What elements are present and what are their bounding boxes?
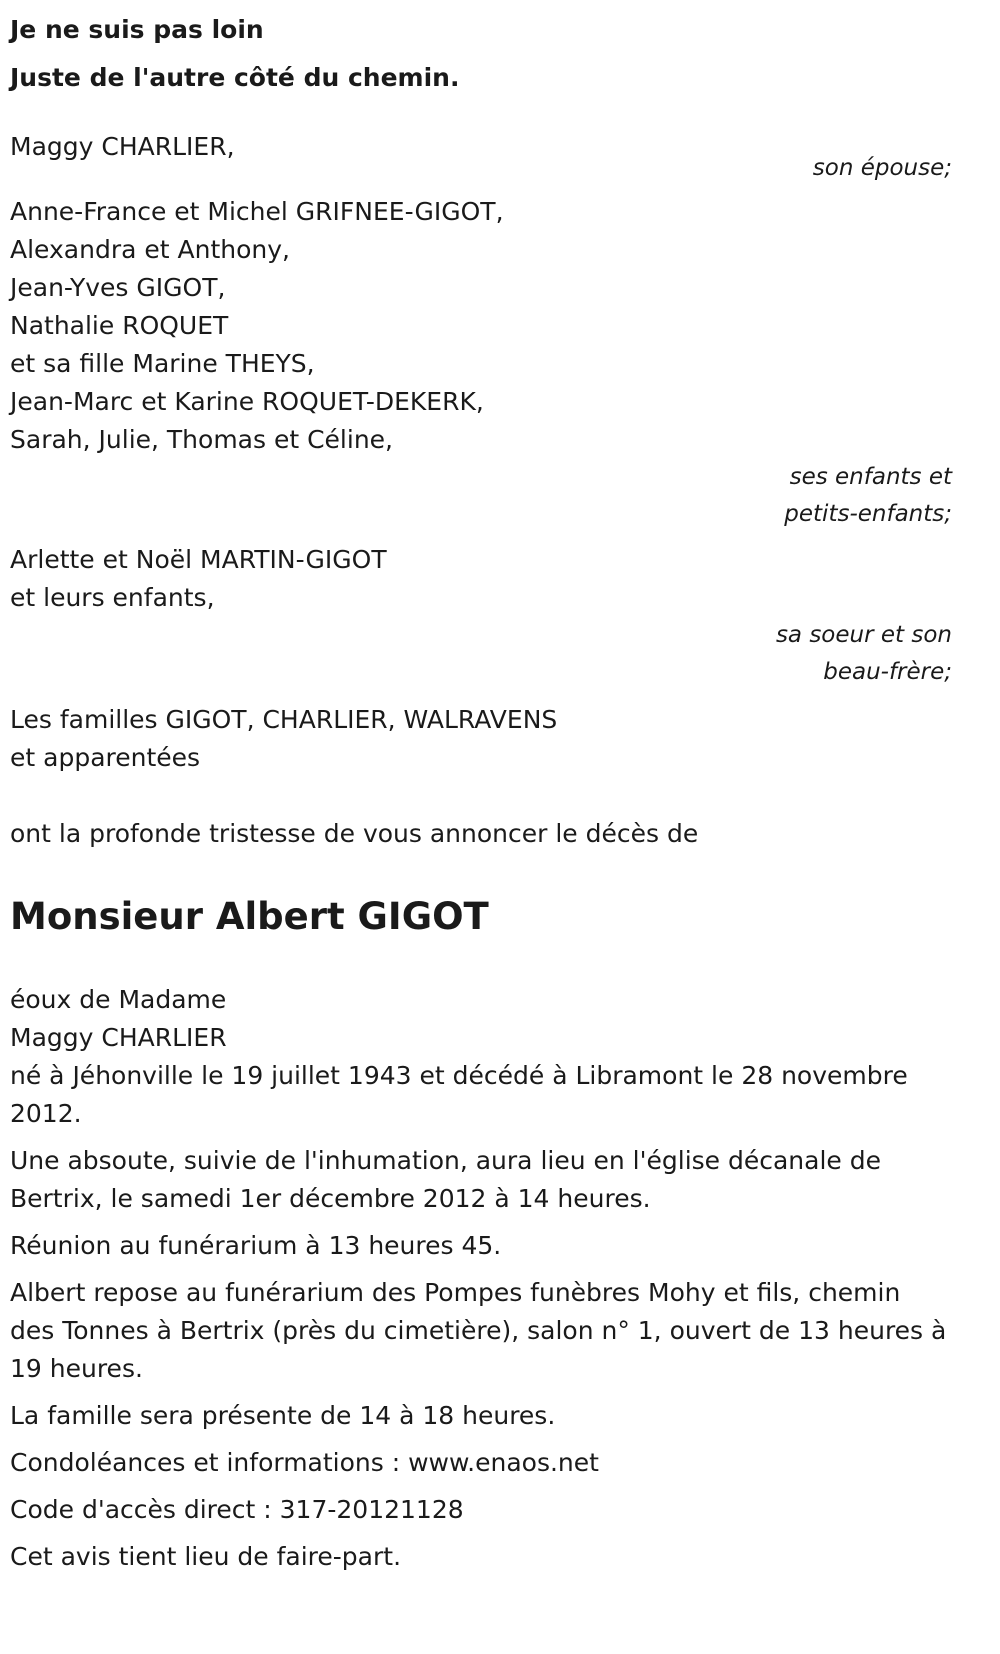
funeral-info [10,1057,952,1576]
family-role: ses enfants et [789,464,952,490]
spouse-of-line: Maggy CHARLIER [10,1023,227,1052]
family-presence-text: La famille sera présente de 14 à 18 heures. [10,1401,556,1430]
funeral-home-text: Albert repose au funérarium des Pompes funèbres Mohy et fils, chemin des Tonnes à Bertrix (près du cimetière), salon n° 1, ouvert de 13 heures à 19 heures. [10,1278,947,1383]
poem [10,0,952,102]
family-role: beau-frère; [823,659,952,685]
family-name-line: et leurs enfants, [10,583,215,612]
family-block-sister [10,541,952,691]
family-role: petits-enfants; [784,501,952,527]
family-names [10,193,952,459]
family-name-line: et sa fille Marine THEYS, [10,349,315,378]
family-names [10,541,952,617]
family-name-line: Les familles GIGOT, CHARLIER, WALRAVENS [10,705,558,734]
birth-death-text: né à Jéhonville le 19 juillet 1943 et décédé à Libramont le 28 novembre 2012. [10,1061,908,1128]
spouse-of-line: éoux de Madame [10,985,227,1014]
family-name-line: Sarah, Julie, Thomas et Céline, [10,425,393,454]
poem-line: Juste de l'autre côté du chemin. [10,63,460,92]
condolences-text: Condoléances et informations : www.enaos.net [10,1448,599,1477]
family-name-line: Jean-Marc et Karine ROQUET-DEKERK, [10,387,484,416]
access-code-text: Code d'accès direct : 317-20121128 [10,1495,464,1524]
spouse-of [10,981,952,1057]
family-name-line: Jean-Yves GIGOT, [10,273,226,302]
family-name-line: Anne-France et Michel GRIFNEE-GIGOT, [10,197,504,226]
family-block-families [10,701,952,777]
announcement-text: ont la profonde tristesse de vous annoncer le décès de [10,819,699,848]
family-name-line: Nathalie ROQUET [10,311,229,340]
family-role: sa soeur et son [775,622,952,648]
family-role: son épouse; [812,155,952,181]
family-name-line: et apparentées [10,743,201,772]
family-name-line: Arlette et Noël MARTIN-GIGOT [10,545,387,574]
deceased-name: Monsieur Albert GIGOT [10,895,489,938]
family-name-line: Maggy CHARLIER, [10,132,235,161]
gathering-text: Réunion au funérarium à 13 heures 45. [10,1231,502,1260]
family-block-children [10,193,952,533]
ceremony-text: Une absoute, suivie de l'inhumation, aura lieu en l'église décanale de Bertrix, le samedi 1er décembre 2012 à 14 heures. [10,1146,881,1213]
notice-text: Cet avis tient lieu de faire-part. [10,1542,402,1571]
family-block-spouse [10,128,952,187]
poem-line: Je ne suis pas loin [10,15,264,44]
family-name-line: Alexandra et Anthony, [10,235,290,264]
family-names [10,701,952,777]
